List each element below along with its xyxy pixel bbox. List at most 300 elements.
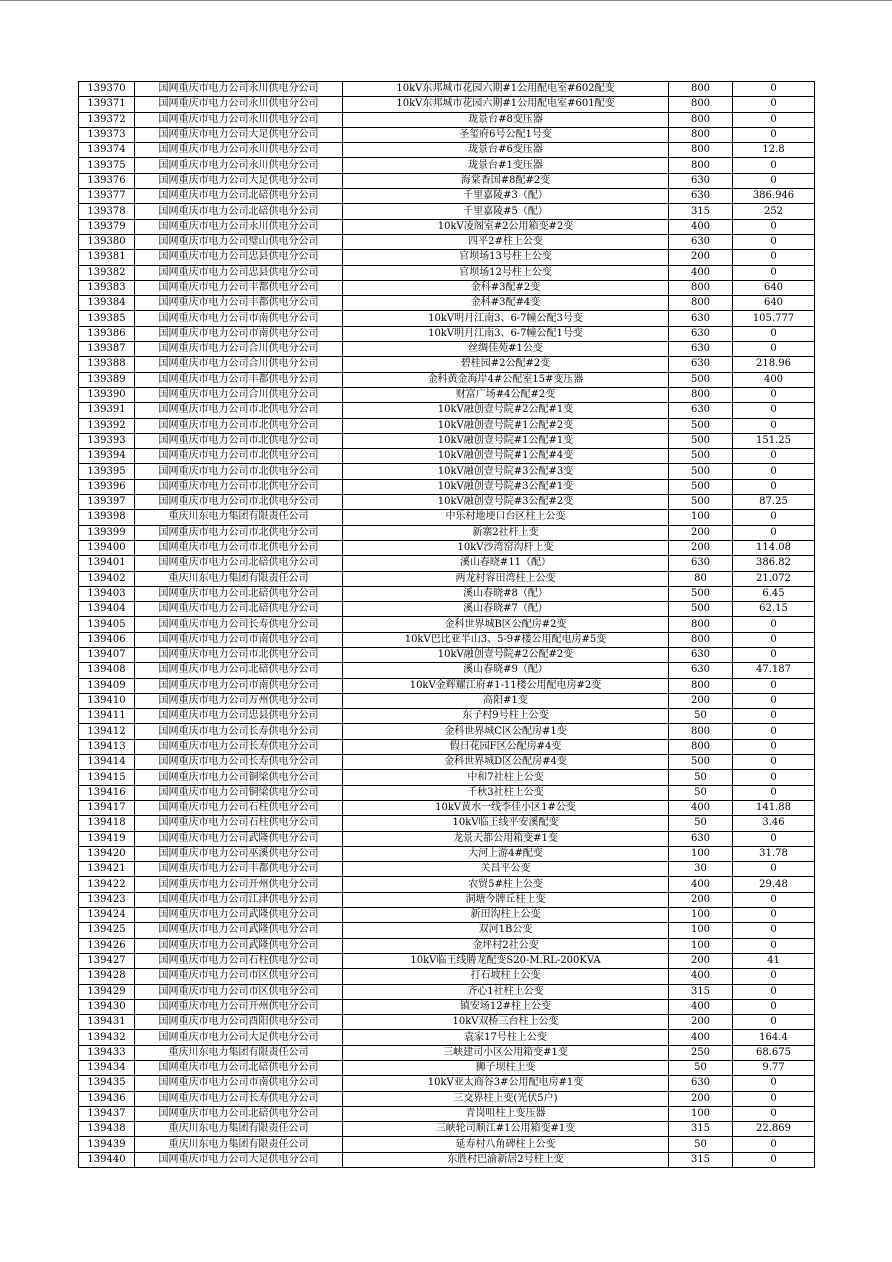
row-id-cell: 139383 (79, 280, 135, 295)
transformer-name-cell: 10kV东邦城市花园六期#1公用配电室#602配变 (343, 82, 669, 97)
company-cell: 国网重庆市电力公司永川供电分公司 (135, 97, 343, 112)
row-id-cell: 139375 (79, 158, 135, 173)
page-top-rule (0, 0, 892, 1)
row-id-cell: 139373 (79, 127, 135, 142)
capacity-cell: 200 (669, 1015, 733, 1030)
load-cell: 31.78 (733, 846, 815, 861)
row-id-cell: 139387 (79, 342, 135, 357)
load-cell: 62.15 (733, 602, 815, 617)
table-row (79, 479, 815, 494)
company-cell: 国网重庆市电力公司市南供电分公司 (135, 678, 343, 693)
load-cell: 0 (733, 464, 815, 479)
load-cell: 68.675 (733, 1045, 815, 1060)
table-row (79, 403, 815, 418)
company-cell: 重庆川东电力集团有限责任公司 (135, 571, 343, 586)
row-id-cell: 139382 (79, 265, 135, 280)
row-id-cell: 139400 (79, 540, 135, 555)
capacity-cell: 50 (669, 816, 733, 831)
table-row (79, 739, 815, 754)
row-id-cell: 139438 (79, 1122, 135, 1137)
capacity-cell: 630 (669, 189, 733, 204)
row-id-cell: 139407 (79, 647, 135, 662)
table-row (79, 265, 815, 280)
transformer-name-cell: 新田沟柱上公变 (343, 908, 669, 923)
transformer-name-cell: 10kV临王线腾龙配变S20-M.RL-200KVA (343, 953, 669, 968)
row-id-cell: 139399 (79, 525, 135, 540)
row-id-cell: 139421 (79, 862, 135, 877)
transformer-name-cell: 龙景天都公用箱变#1变 (343, 831, 669, 846)
transformer-name-cell: 圣玺府6号公配1号变 (343, 127, 669, 142)
transformer-name-cell: 打石坡柱上公变 (343, 969, 669, 984)
capacity-cell: 800 (669, 143, 733, 158)
company-cell: 国网重庆市电力公司石柱供电分公司 (135, 953, 343, 968)
capacity-cell: 400 (669, 1030, 733, 1045)
table-row (79, 326, 815, 341)
transformer-name-cell: 10kV巴比亚半山3、5-9#楼公用配电房#5变 (343, 632, 669, 647)
transformer-name-cell: 溪山春晓#8（配） (343, 586, 669, 601)
capacity-cell: 50 (669, 770, 733, 785)
capacity-cell: 500 (669, 602, 733, 617)
capacity-cell: 400 (669, 877, 733, 892)
company-cell: 重庆川东电力集团有限责任公司 (135, 1045, 343, 1060)
row-id-cell: 139429 (79, 984, 135, 999)
table-row (79, 296, 815, 311)
capacity-cell: 800 (669, 617, 733, 632)
transformer-name-cell: 千秋3社柱上公变 (343, 785, 669, 800)
company-cell: 国网重庆市电力公司长寿供电分公司 (135, 724, 343, 739)
row-id-cell: 139374 (79, 143, 135, 158)
transformer-name-cell: 10kV融创壹号院#2公配#2变 (343, 647, 669, 662)
transformer-name-cell: 新寨2社杆上变 (343, 525, 669, 540)
transformer-name-cell: 官坝场12号柱上公变 (343, 265, 669, 280)
transformer-name-cell: 10kV沙湾窑沟杆上变 (343, 540, 669, 555)
load-cell: 386.82 (733, 556, 815, 571)
transformer-name-cell: 农贸5#柱上公变 (343, 877, 669, 892)
company-cell: 国网重庆市电力公司开州供电分公司 (135, 877, 343, 892)
row-id-cell: 139377 (79, 189, 135, 204)
capacity-cell: 630 (669, 234, 733, 249)
transformer-name-cell: 金科世界城D区公配房#4变 (343, 755, 669, 770)
transformer-name-cell: 关昌平公变 (343, 862, 669, 877)
capacity-cell: 630 (669, 311, 733, 326)
transformer-name-cell: 双河1B公变 (343, 923, 669, 938)
row-id-cell: 139436 (79, 1091, 135, 1106)
row-id-cell: 139437 (79, 1106, 135, 1121)
table-row (79, 112, 815, 127)
company-cell: 国网重庆市电力公司市北供电分公司 (135, 540, 343, 555)
row-id-cell: 139419 (79, 831, 135, 846)
capacity-cell: 100 (669, 510, 733, 525)
table-row (79, 892, 815, 907)
row-id-cell: 139384 (79, 296, 135, 311)
table-row (79, 770, 815, 785)
transformer-name-cell: 10kV融创壹号院#2公配#1变 (343, 403, 669, 418)
row-id-cell: 139376 (79, 173, 135, 188)
transformer-name-cell: 官坝场13号柱上公变 (343, 250, 669, 265)
load-cell: 141.88 (733, 800, 815, 815)
transformer-name-cell: 金科黄金海岸4#公配室15#变压器 (343, 372, 669, 387)
transformer-name-cell: 溪山春晓#7（配） (343, 602, 669, 617)
table-row (79, 755, 815, 770)
company-cell: 国网重庆市电力公司璧山供电分公司 (135, 234, 343, 249)
load-cell: 0 (733, 739, 815, 754)
transformer-name-cell: 三交界柱上变(光伏5户) (343, 1091, 669, 1106)
row-id-cell: 139390 (79, 387, 135, 402)
transformer-name-cell: 10kV融创壹号院#3公配#1变 (343, 479, 669, 494)
transformer-name-cell: 中和7社柱上公变 (343, 770, 669, 785)
load-cell: 0 (733, 938, 815, 953)
load-cell: 640 (733, 296, 815, 311)
company-cell: 国网重庆市电力公司市北供电分公司 (135, 647, 343, 662)
table-row (79, 510, 815, 525)
company-cell: 国网重庆市电力公司合川供电分公司 (135, 387, 343, 402)
row-id-cell: 139424 (79, 908, 135, 923)
table-row (79, 647, 815, 662)
row-id-cell: 139431 (79, 1015, 135, 1030)
row-id-cell: 139426 (79, 938, 135, 953)
company-cell: 国网重庆市电力公司北碚供电分公司 (135, 602, 343, 617)
transformer-name-cell: 三峡轮司顺江#1公用箱变#1变 (343, 1122, 669, 1137)
company-cell: 国网重庆市电力公司丰都供电分公司 (135, 296, 343, 311)
load-cell: 21.072 (733, 571, 815, 586)
transformer-name-cell: 丝绸佳苑#1公变 (343, 342, 669, 357)
capacity-cell: 630 (669, 357, 733, 372)
table-body (79, 82, 815, 1168)
capacity-cell: 630 (669, 556, 733, 571)
load-cell: 252 (733, 204, 815, 219)
transformer-name-cell: 溪山春晓#11（配） (343, 556, 669, 571)
capacity-cell: 315 (669, 984, 733, 999)
row-id-cell: 139434 (79, 1061, 135, 1076)
capacity-cell: 100 (669, 1106, 733, 1121)
company-cell: 国网重庆市电力公司丰都供电分公司 (135, 280, 343, 295)
capacity-cell: 50 (669, 1061, 733, 1076)
load-cell: 0 (733, 525, 815, 540)
company-cell: 国网重庆市电力公司武隆供电分公司 (135, 908, 343, 923)
row-id-cell: 139389 (79, 372, 135, 387)
load-cell: 114.08 (733, 540, 815, 555)
capacity-cell: 630 (669, 403, 733, 418)
capacity-cell: 630 (669, 342, 733, 357)
company-cell: 国网重庆市电力公司北碚供电分公司 (135, 204, 343, 219)
transformer-name-cell: 10kV亚太商谷3#公用配电房#1变 (343, 1076, 669, 1091)
row-id-cell: 139409 (79, 678, 135, 693)
transformer-name-cell: 袁家17号柱上公变 (343, 1030, 669, 1045)
load-cell: 0 (733, 709, 815, 724)
company-cell: 国网重庆市电力公司大足供电分公司 (135, 1152, 343, 1167)
load-cell: 0 (733, 265, 815, 280)
row-id-cell: 139415 (79, 770, 135, 785)
transformer-name-cell: 东胜村巴渝新居2号柱上变 (343, 1152, 669, 1167)
row-id-cell: 139420 (79, 846, 135, 861)
capacity-cell: 50 (669, 1137, 733, 1152)
capacity-cell: 500 (669, 418, 733, 433)
company-cell: 国网重庆市电力公司铜梁供电分公司 (135, 785, 343, 800)
load-cell: 0 (733, 219, 815, 234)
table-row (79, 173, 815, 188)
row-id-cell: 139398 (79, 510, 135, 525)
load-cell: 0 (733, 326, 815, 341)
transformer-name-cell: 三峡建司小区公用箱变#1变 (343, 1045, 669, 1060)
transformer-name-cell: 10kV融创壹号院#1公配#4变 (343, 449, 669, 464)
transformer-name-cell: 金科#3配#2变 (343, 280, 669, 295)
table-row (79, 800, 815, 815)
company-cell: 国网重庆市电力公司忠县供电分公司 (135, 709, 343, 724)
capacity-cell: 250 (669, 1045, 733, 1060)
company-cell: 国网重庆市电力公司市北供电分公司 (135, 464, 343, 479)
capacity-cell: 315 (669, 1152, 733, 1167)
capacity-cell: 200 (669, 1091, 733, 1106)
row-id-cell: 139406 (79, 632, 135, 647)
load-cell: 0 (733, 693, 815, 708)
load-cell: 0 (733, 112, 815, 127)
load-cell: 640 (733, 280, 815, 295)
table-row (79, 1015, 815, 1030)
row-id-cell: 139397 (79, 495, 135, 510)
company-cell: 国网重庆市电力公司长寿供电分公司 (135, 755, 343, 770)
table-row (79, 602, 815, 617)
capacity-cell: 630 (669, 1076, 733, 1091)
table-row (79, 1091, 815, 1106)
table-row (79, 984, 815, 999)
row-id-cell: 139418 (79, 816, 135, 831)
transformer-name-cell: 珑景台#1变压器 (343, 158, 669, 173)
capacity-cell: 630 (669, 831, 733, 846)
table-row (79, 280, 815, 295)
transformer-name-cell: 10kV金辉耀江府#1-11楼公用配电房#2变 (343, 678, 669, 693)
table-row (79, 617, 815, 632)
transformer-name-cell: 假日花园F区公配房#4变 (343, 739, 669, 754)
capacity-cell: 100 (669, 846, 733, 861)
row-id-cell: 139393 (79, 433, 135, 448)
load-cell: 0 (733, 923, 815, 938)
row-id-cell: 139392 (79, 418, 135, 433)
table-row (79, 678, 815, 693)
company-cell: 国网重庆市电力公司市南供电分公司 (135, 326, 343, 341)
table-row (79, 204, 815, 219)
load-cell: 3.46 (733, 816, 815, 831)
company-cell: 国网重庆市电力公司永川供电分公司 (135, 82, 343, 97)
row-id-cell: 139388 (79, 357, 135, 372)
load-cell: 0 (733, 647, 815, 662)
row-id-cell: 139440 (79, 1152, 135, 1167)
company-cell: 国网重庆市电力公司市南供电分公司 (135, 311, 343, 326)
row-id-cell: 139391 (79, 403, 135, 418)
table-row (79, 586, 815, 601)
load-cell: 0 (733, 97, 815, 112)
capacity-cell: 500 (669, 372, 733, 387)
table-row (79, 372, 815, 387)
transformer-name-cell: 10kV融创壹号院#1公配#1变 (343, 433, 669, 448)
capacity-cell: 400 (669, 999, 733, 1014)
capacity-cell: 200 (669, 250, 733, 265)
transformer-name-cell: 金坪村2社公变 (343, 938, 669, 953)
capacity-cell: 800 (669, 739, 733, 754)
load-cell: 0 (733, 479, 815, 494)
transformer-name-cell: 财富广场#4公配#2变 (343, 387, 669, 402)
table-row (79, 877, 815, 892)
table-row (79, 724, 815, 739)
capacity-cell: 500 (669, 755, 733, 770)
row-id-cell: 139396 (79, 479, 135, 494)
table-row (79, 571, 815, 586)
load-cell: 151.25 (733, 433, 815, 448)
company-cell: 国网重庆市电力公司大足供电分公司 (135, 1030, 343, 1045)
load-cell: 0 (733, 724, 815, 739)
capacity-cell: 315 (669, 204, 733, 219)
load-cell: 9.77 (733, 1061, 815, 1076)
transformer-name-cell: 10kV融创壹号院#3公配#3变 (343, 464, 669, 479)
row-id-cell: 139435 (79, 1076, 135, 1091)
row-id-cell: 139428 (79, 969, 135, 984)
company-cell: 国网重庆市电力公司北碚供电分公司 (135, 189, 343, 204)
transformer-name-cell: 10kV凌阁室#2公用箱变#2变 (343, 219, 669, 234)
company-cell: 国网重庆市电力公司市南供电分公司 (135, 1076, 343, 1091)
table-row (79, 495, 815, 510)
company-cell: 国网重庆市电力公司开州供电分公司 (135, 999, 343, 1014)
table-row (79, 1152, 815, 1167)
capacity-cell: 50 (669, 785, 733, 800)
table-row (79, 663, 815, 678)
transformer-name-cell: 两龙村容田湾柱上公变 (343, 571, 669, 586)
row-id-cell: 139380 (79, 234, 135, 249)
load-cell: 0 (733, 908, 815, 923)
table-row (79, 189, 815, 204)
capacity-cell: 630 (669, 663, 733, 678)
row-id-cell: 139403 (79, 586, 135, 601)
capacity-cell: 400 (669, 265, 733, 280)
row-id-cell: 139394 (79, 449, 135, 464)
capacity-cell: 100 (669, 938, 733, 953)
capacity-cell: 800 (669, 97, 733, 112)
load-cell: 0 (733, 984, 815, 999)
company-cell: 国网重庆市电力公司铜梁供电分公司 (135, 770, 343, 785)
company-cell: 国网重庆市电力公司丰都供电分公司 (135, 372, 343, 387)
company-cell: 国网重庆市电力公司市区供电分公司 (135, 984, 343, 999)
company-cell: 国网重庆市电力公司永川供电分公司 (135, 158, 343, 173)
table-row (79, 127, 815, 142)
transformer-name-cell: 洞塘今牌丘柱上变 (343, 892, 669, 907)
load-cell: 0 (733, 999, 815, 1014)
company-cell: 重庆川东电力集团有限责任公司 (135, 1137, 343, 1152)
capacity-cell: 100 (669, 923, 733, 938)
load-cell: 400 (733, 372, 815, 387)
transformer-name-cell: 10kV明月江南3、6-7幢公配3号变 (343, 311, 669, 326)
row-id-cell: 139401 (79, 556, 135, 571)
company-cell: 国网重庆市电力公司市北供电分公司 (135, 479, 343, 494)
table-row (79, 418, 815, 433)
capacity-cell: 500 (669, 433, 733, 448)
load-cell: 0 (733, 173, 815, 188)
row-id-cell: 139416 (79, 785, 135, 800)
load-cell: 47.187 (733, 663, 815, 678)
table-row (79, 540, 815, 555)
company-cell: 国网重庆市电力公司大足供电分公司 (135, 173, 343, 188)
load-cell: 0 (733, 234, 815, 249)
table-row (79, 1045, 815, 1060)
transformer-name-cell: 高阳#1变 (343, 693, 669, 708)
capacity-cell: 630 (669, 173, 733, 188)
row-id-cell: 139432 (79, 1030, 135, 1045)
transformer-name-cell: 延寿村八角碑柱上公变 (343, 1137, 669, 1152)
table-row (79, 709, 815, 724)
table-row (79, 862, 815, 877)
transformer-name-cell: 10kV双桥三台柱上公变 (343, 1015, 669, 1030)
capacity-cell: 800 (669, 82, 733, 97)
company-cell: 国网重庆市电力公司合川供电分公司 (135, 342, 343, 357)
transformer-name-cell: 10kV黄水一线李佳小区1#公变 (343, 800, 669, 815)
row-id-cell: 139410 (79, 693, 135, 708)
load-cell: 87.25 (733, 495, 815, 510)
load-cell: 0 (733, 755, 815, 770)
table-row (79, 999, 815, 1014)
load-cell: 386.946 (733, 189, 815, 204)
transformer-name-cell: 溪山春晓#9（配） (343, 663, 669, 678)
table-row (79, 908, 815, 923)
table-row (79, 234, 815, 249)
capacity-cell: 500 (669, 586, 733, 601)
table-row (79, 143, 815, 158)
load-cell: 29.48 (733, 877, 815, 892)
row-id-cell: 139439 (79, 1137, 135, 1152)
load-cell: 6.45 (733, 586, 815, 601)
company-cell: 国网重庆市电力公司永川供电分公司 (135, 112, 343, 127)
company-cell: 国网重庆市电力公司酉阳供电分公司 (135, 1015, 343, 1030)
company-cell: 国网重庆市电力公司市北供电分公司 (135, 403, 343, 418)
row-id-cell: 139402 (79, 571, 135, 586)
company-cell: 国网重庆市电力公司市北供电分公司 (135, 449, 343, 464)
table-row (79, 556, 815, 571)
load-cell: 0 (733, 449, 815, 464)
table-row (79, 433, 815, 448)
transformer-name-cell: 10kV东邦城市花园六期#1公用配电室#601配变 (343, 97, 669, 112)
company-cell: 国网重庆市电力公司合川供电分公司 (135, 357, 343, 372)
load-cell: 164.4 (733, 1030, 815, 1045)
load-cell: 0 (733, 387, 815, 402)
capacity-cell: 800 (669, 280, 733, 295)
company-cell: 国网重庆市电力公司长寿供电分公司 (135, 1091, 343, 1106)
transformer-name-cell: 千里嘉陵#3（配） (343, 189, 669, 204)
load-cell: 0 (733, 969, 815, 984)
table-row (79, 846, 815, 861)
transformer-name-cell: 东子村9号柱上公变 (343, 709, 669, 724)
row-id-cell: 139371 (79, 97, 135, 112)
table-row (79, 1122, 815, 1137)
capacity-cell: 400 (669, 219, 733, 234)
company-cell: 国网重庆市电力公司永川供电分公司 (135, 143, 343, 158)
load-cell: 0 (733, 617, 815, 632)
company-cell: 国网重庆市电力公司市北供电分公司 (135, 418, 343, 433)
row-id-cell: 139378 (79, 204, 135, 219)
row-id-cell: 139413 (79, 739, 135, 754)
capacity-cell: 800 (669, 678, 733, 693)
company-cell: 国网重庆市电力公司长寿供电分公司 (135, 617, 343, 632)
capacity-cell: 400 (669, 800, 733, 815)
transformer-name-cell: 狮子坝柱上变 (343, 1061, 669, 1076)
table-row (79, 387, 815, 402)
load-cell: 0 (733, 418, 815, 433)
company-cell: 国网重庆市电力公司巫溪供电分公司 (135, 846, 343, 861)
row-id-cell: 139381 (79, 250, 135, 265)
company-cell: 国网重庆市电力公司石柱供电分公司 (135, 800, 343, 815)
company-cell: 国网重庆市电力公司市北供电分公司 (135, 433, 343, 448)
capacity-cell: 200 (669, 525, 733, 540)
company-cell: 国网重庆市电力公司忠县供电分公司 (135, 265, 343, 280)
table-row (79, 923, 815, 938)
capacity-cell: 500 (669, 479, 733, 494)
company-cell: 国网重庆市电力公司北碚供电分公司 (135, 1061, 343, 1076)
company-cell: 国网重庆市电力公司石柱供电分公司 (135, 816, 343, 831)
